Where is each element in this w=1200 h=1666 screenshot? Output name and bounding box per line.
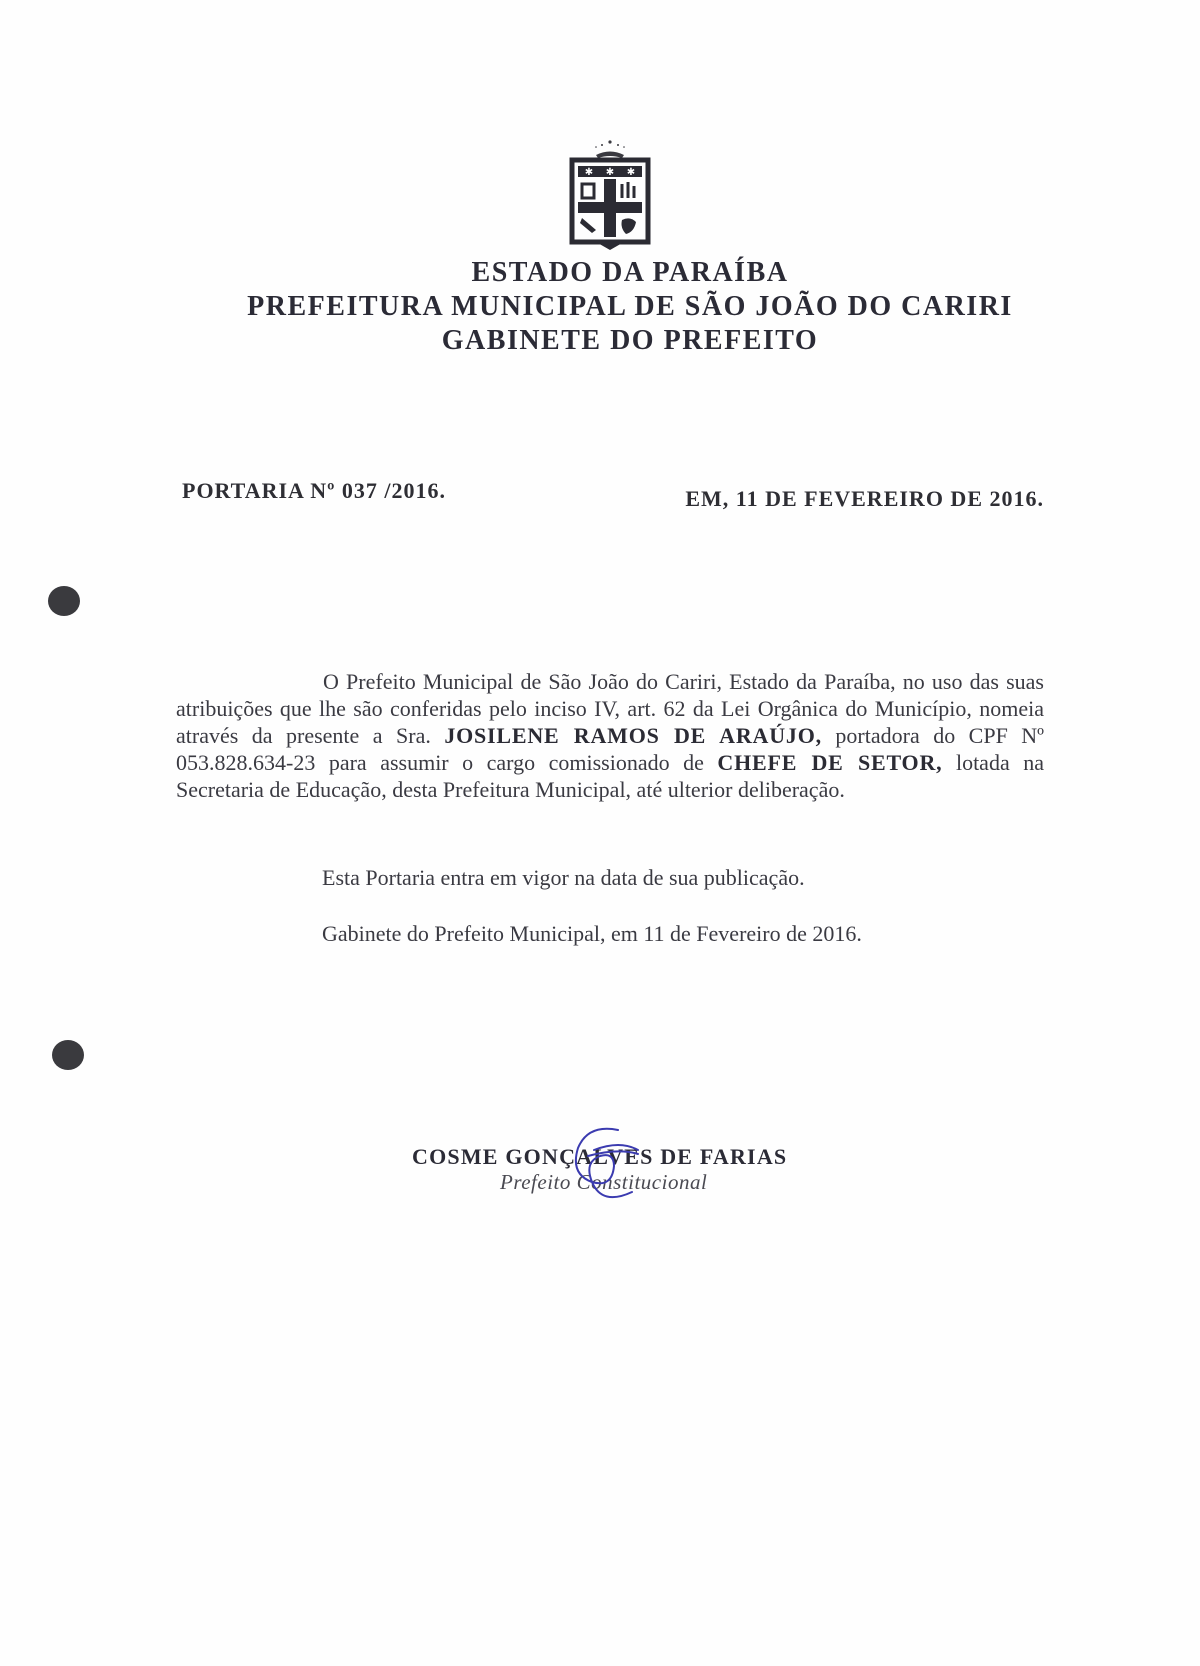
punch-hole-bottom xyxy=(52,1040,84,1070)
prefecture-heading: PREFEITURA MUNICIPAL DE SÃO JOÃO DO CARIRI xyxy=(247,291,1013,322)
closing-statement: Gabinete do Prefeito Municipal, em 11 de Fevereiro de 2016. xyxy=(322,921,862,946)
paragraph-text-mid: portadora do CPF Nº 053.828.634-23 para assumir o cargo comissionado de xyxy=(176,723,1044,775)
office-heading: GABINETE DO PREFEITO xyxy=(441,325,819,356)
paragraph-text-start: O Prefeito Municipal de São João do Cariri, Estado da Paraíba, no uso das suas atribuições que lhe são conferidas pelo inciso IV, art. 62 da Lei Orgânica do Município, nomeia através da presente a Sra. xyxy=(176,669,1044,748)
document-header xyxy=(0,256,1200,358)
signer-title: Prefeito Constitucional xyxy=(500,1170,708,1194)
portaria-body xyxy=(176,668,1044,803)
appointment-paragraph xyxy=(176,668,1044,803)
svg-text:✱: ✱ xyxy=(584,167,594,178)
portaria-number: PORTARIA Nº 037 /2016. xyxy=(182,478,446,503)
svg-text:✱: ✱ xyxy=(605,167,615,178)
coat-of-arms-icon xyxy=(566,136,654,256)
state-heading: ESTADO DA PARAÍBA xyxy=(471,257,789,288)
punch-hole-top xyxy=(48,586,80,616)
portaria-line xyxy=(182,478,1044,512)
effective-date-statement: Esta Portaria entra em vigor na data de sua publicação. xyxy=(322,865,805,890)
role-name: CHEFE DE SETOR, xyxy=(717,750,943,775)
appointee-name: JOSILENE RAMOS DE ARAÚJO, xyxy=(444,723,822,748)
portaria-date: EM, 11 DE FEVEREIRO DE 2016. xyxy=(685,486,1044,511)
signer-name: COSME GONÇALVES DE FARIAS xyxy=(412,1144,788,1169)
paragraph-text-end: lotada na Secretaria de Educação, desta Prefeitura Municipal, até ulterior deliberação. xyxy=(176,750,1044,802)
svg-text:✱: ✱ xyxy=(626,167,636,178)
handwritten-signature-icon xyxy=(548,1120,658,1210)
